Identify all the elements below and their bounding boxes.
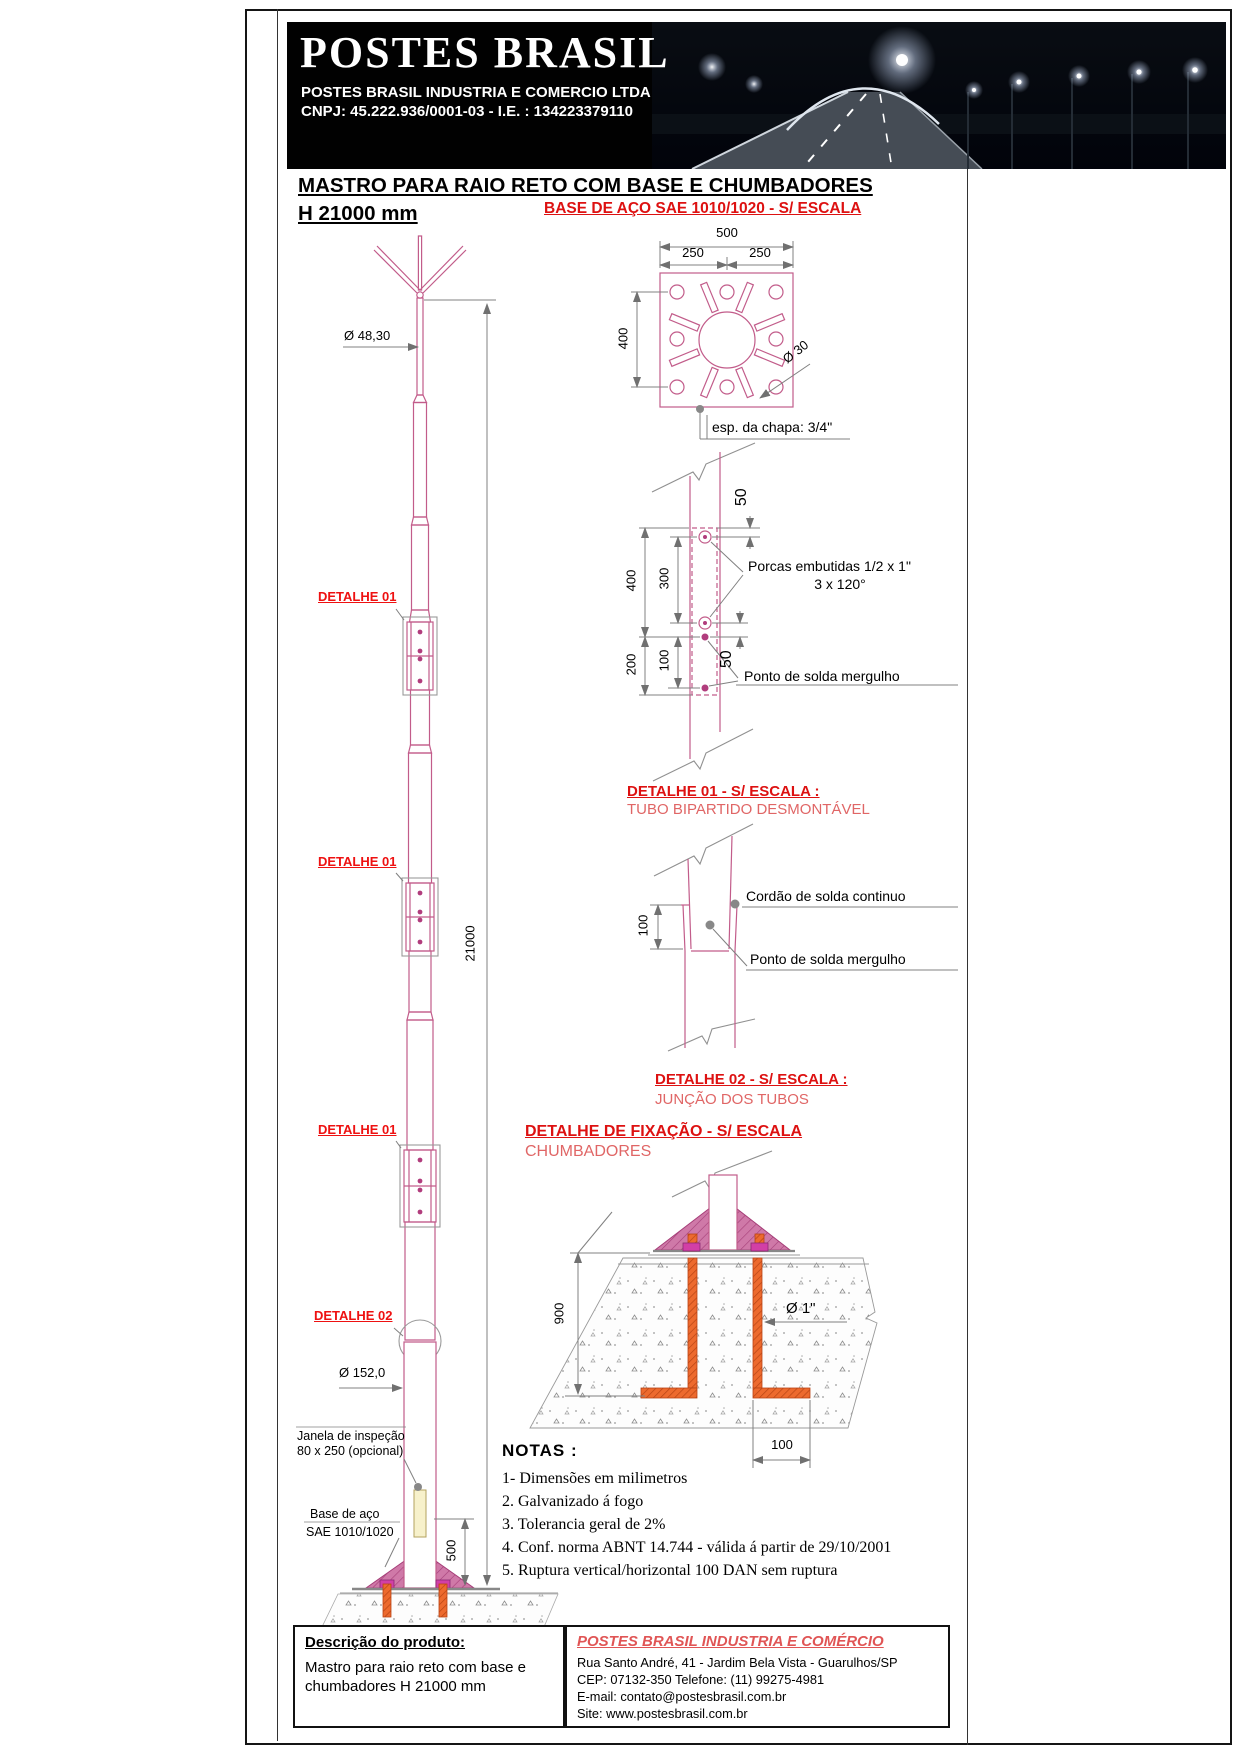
note-item: 1- Dimensões em milimetros — [502, 1470, 688, 1487]
inspection-window-label-1: Janela de inspeção — [297, 1429, 405, 1443]
company-banner — [287, 22, 1226, 169]
leader-dot — [414, 1483, 422, 1491]
d01-dim-200: 200 — [623, 653, 639, 676]
notes-heading: NOTAS : — [502, 1441, 578, 1460]
note-item: 4. Conf. norma ABNT 14.744 - válida á partir de 29/10/2001 — [502, 1539, 892, 1556]
footer-cep-phone: CEP: 07132-350 Telefone: (11) 99275-4981 — [577, 1672, 825, 1688]
note-item: 3. Tolerancia geral de 2% — [502, 1516, 666, 1533]
sleeve-bolt-dots — [418, 630, 423, 1215]
product-description-heading: Descrição do produto: — [305, 1634, 466, 1651]
d01-weld-label: Ponto de solda mergulho — [744, 668, 900, 684]
fixation-detail — [530, 1151, 877, 1468]
steel-base-label-2: SAE 1010/1020 — [306, 1525, 394, 1539]
d01-caption: DETALHE 01 - S/ ESCALA : — [627, 783, 820, 800]
d02-caption: DETALHE 02 - S/ ESCALA : — [655, 1071, 848, 1088]
fixation-depth-dim: 900 — [551, 1302, 567, 1325]
company-contact-box — [565, 1625, 950, 1728]
fixation-anchor-diameter: Ø 1" — [786, 1300, 816, 1317]
mast-base-height-dim: 500 — [443, 1539, 459, 1562]
plate-hole-diameter: Ø 30 — [779, 337, 812, 367]
product-description-text: Mastro para raio reto com base e chumbadores H 21000 mm — [305, 1659, 526, 1695]
detail01-section — [639, 443, 958, 781]
base-plate-plan — [631, 241, 850, 439]
detail01-callout-3: DETALHE 01 — [318, 1122, 397, 1137]
d02-spot-weld-label: Ponto de solda mergulho — [750, 951, 906, 967]
company-cnpj: CNPJ: 45.222.936/0001-03 - I.E. : 134223379110 — [301, 103, 633, 120]
d01-nuts-label: Porcas embutidas 1/2 x 1" — [748, 558, 911, 574]
inspection-window-label-2: 80 x 250 (opcional) — [297, 1444, 404, 1458]
footer-address: Rua Santo André, 41 - Jardim Bela Vista - Guarulhos/SP — [577, 1655, 898, 1670]
fixation-foot-dim: 100 — [771, 1437, 793, 1452]
fixation-subcaption: CHUMBADORES — [525, 1143, 652, 1160]
product-description-box — [293, 1625, 565, 1728]
detail02-section — [650, 824, 958, 1051]
d02-continuous-weld-label: Cordão de solda continuo — [746, 888, 906, 904]
sheet-title: MASTRO PARA RAIO RETO COM BASE E CHUMBADORES — [298, 174, 873, 197]
plate-half-right-dim: 250 — [749, 245, 771, 260]
detail02-callout: DETALHE 02 — [314, 1308, 393, 1323]
d01-nuts-angle: 3 x 120° — [814, 576, 866, 592]
plate-width-dim: 500 — [716, 225, 738, 240]
brand-logo: POSTES BRASIL — [300, 28, 670, 77]
plate-thickness-label: esp. da chapa: 3/4" — [712, 419, 833, 435]
plate-height-dim: 400 — [615, 327, 631, 350]
detail01-callout-2: DETALHE 01 — [318, 854, 397, 869]
mast-tip-diameter: Ø 48,30 — [344, 328, 391, 343]
detail01-callout-1: DETALHE 01 — [318, 589, 397, 604]
note-item: 5. Ruptura vertical/horizontal 100 DAN sem ruptura — [502, 1562, 838, 1579]
d01-dim-50-top: 50 — [732, 488, 750, 507]
d01-dim-400: 400 — [623, 569, 639, 592]
steel-base-label-1: Base de aço — [310, 1507, 380, 1521]
d02-subcaption: JUNÇÃO DOS TUBOS — [655, 1091, 809, 1108]
mast-elevation — [296, 236, 558, 1627]
footer-email: E-mail: contato@postesbrasil.com.br — [577, 1689, 787, 1705]
base-plate-subtitle: BASE DE AÇO SAE 1010/1020 - S/ ESCALA — [544, 200, 862, 217]
mast-height-title: H 21000 mm — [298, 202, 418, 225]
d01-subcaption: TUBO BIPARTIDO DESMONTÁVEL — [627, 801, 870, 818]
d02-dim-100: 100 — [635, 914, 651, 937]
footer-company-name: POSTES BRASIL INDUSTRIA E COMÉRCIO — [577, 1633, 884, 1650]
footer-site: Site: www.postesbrasil.com.br — [577, 1706, 748, 1722]
d01-dim-300: 300 — [656, 567, 672, 590]
night-road-photo — [652, 22, 1226, 169]
mast-total-height-dim: 21000 — [462, 925, 478, 962]
plate-half-left-dim: 250 — [682, 245, 704, 260]
d01-dim-100: 100 — [656, 649, 672, 672]
mast-base-diameter: Ø 152,0 — [339, 1365, 386, 1380]
company-name: POSTES BRASIL INDUSTRIA E COMERCIO LTDA — [301, 84, 651, 101]
notes-block — [502, 1441, 891, 1582]
note-item: 2. Galvanizado á fogo — [502, 1493, 644, 1510]
d01-dim-50-bottom: 50 — [717, 650, 735, 669]
fixation-caption: DETALHE DE FIXAÇÃO - S/ ESCALA — [525, 1123, 803, 1140]
